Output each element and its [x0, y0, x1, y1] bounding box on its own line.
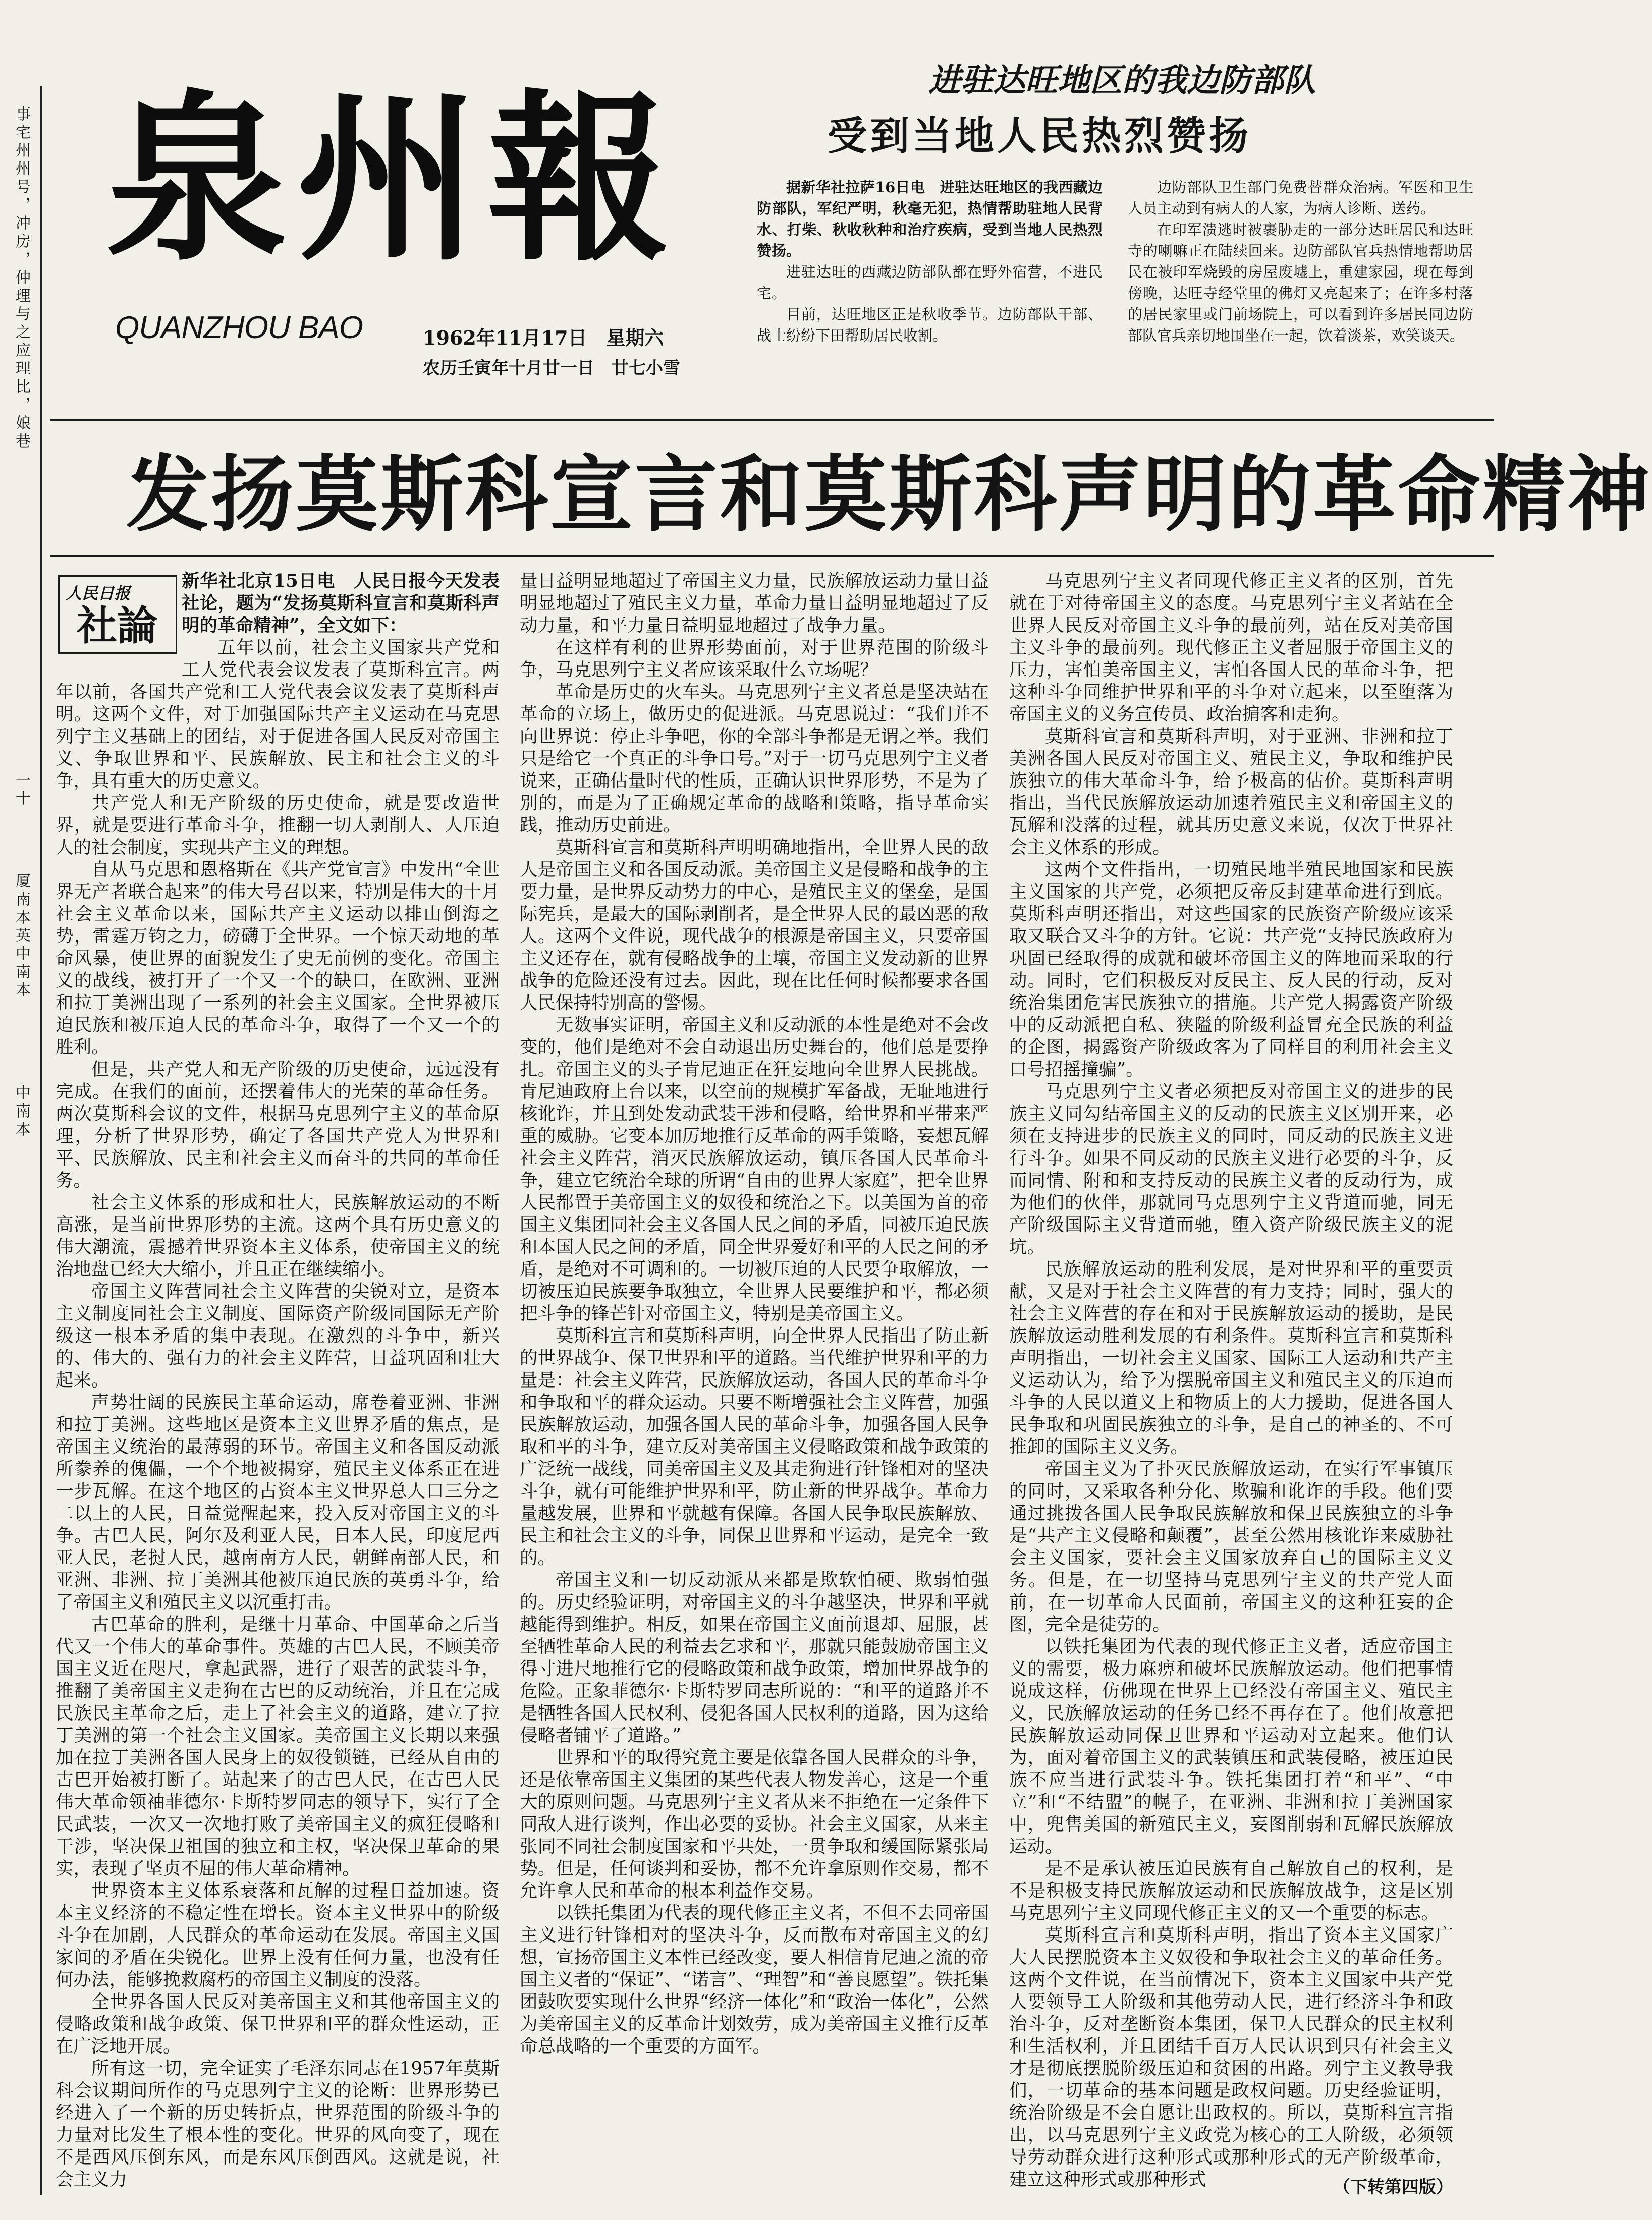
editorial-paragraph: 自从马克思和恩格斯在《共产党宣言》中发出“全世界无产者联合起来”的伟大号召以来，特别是伟大的十月社会主义革命以来，国际共产主义运动以排山倒海之势，雷霆万钧之力，磅礴于全世界。一个惊天动地的革命风暴，使世界的面貌发生了史无前例的变化。帝国主义的战线，被打开了一个又一个的缺口，在欧洲、亚洲和拉丁美洲出现了一系列的社会主义国家。全世界被压迫民族和被压迫人民的革命斗争，取得了一个又一个的胜利。 — [56, 859, 500, 1058]
news-paragraph: 目前，达旺地区正是秋收季节。边防部队干部、战士纷纷下田帮助居民收割。 — [757, 306, 1103, 344]
editorial-paragraph: 世界资本主义体系衰落和瓦解的过程日益加速。资本主义经济的不稳定性在增长。资本主义世界中的阶级斗争在加剧，人民群众的革命运动在发展。帝国主义国家间的矛盾在尖锐化。世界上没有任何力量，也没有任何办法，能够挽救腐朽的帝国主义制度的没落。 — [56, 1880, 500, 1990]
news-body — [757, 177, 1473, 414]
editorial-paragraph: 民族解放运动的胜利发展，是对世界和平的重要贡献，又是对于社会主义阵营的有力支持；同时，强大的社会主义阵营的存在和对于民族解放运动的援助，是民族解放运动胜利发展的有利条件。莫斯科宣言和莫斯科声明指出，一切社会主义国家、国际工人运动和共产主义运动认为，给予为摆脱帝国主义和殖民主义的压迫而斗争的人民以道义上和物质上的大力援助，促进各国人民争取和巩固民族独立的斗争，是自己的神圣的、不可推卸的国际主义义务。 — [1009, 1259, 1453, 1457]
editorial-paragraph: 世界和平的取得究竟主要是依靠各国人民群众的斗争，还是依靠帝国主义集团的某些代表人物发善心，这是一个重大的原则问题。马克思列宁主义者从来不拒绝在一定条件下同敌人进行谈判，作出必要的妥协。社会主义国家，从来主张同不同社会制度国家和平共处，一贯争取和缓国际紧张局势。但是，任何谈判和妥协，都不允许拿原则作交易，都不允许拿人民和革命的根本利益作交易。 — [520, 1747, 989, 1901]
logo-paper-name: 人民日报 — [66, 584, 131, 603]
main-headline: 发扬莫斯科宣言和莫斯科声明的革命精神 — [126, 446, 1652, 543]
news-kicker: 进驻达旺地区的我边防部队 — [928, 62, 1316, 99]
logo-editorial-mark: 社論 — [77, 602, 157, 649]
editorial-paragraph: 以铁托集团为代表的现代修正主义者，适应帝国主义的需要，极力麻痹和破坏民族解放运动。他们把事情说成这样，仿佛现在世界上已经没有帝国主义、殖民主义，民族解放运动的任务已经不再存在了。他们故意把民族解放运动同保卫世界和平运动对立起来。他们认为，面对着帝国主义的武装镇压和武装侵略，被压迫民族不应当进行武装斗争。铁托集团打着“和平”、“中立”和“不结盟”的幌子，在亚洲、非洲和拉丁美洲国家中，兜售美国的新殖民主义，妄图削弱和瓦解民族解放运动。 — [1009, 1636, 1453, 1857]
editorial-paragraph: 在这样有利的世界形势面前，对于世界范围的阶级斗争，马克思列宁主义者应该采取什么立场呢？ — [520, 637, 989, 680]
news-headline: 受到当地人民热烈赞扬 — [828, 113, 1252, 159]
editorial-paragraph: 革命是历史的火车头。马克思列宁主义者总是坚决站在革命的立场上，做历史的促进派。马克思说过：“我们并不向世界说：停止斗争吧，你的全部斗争都是无谓之举。我们只是给它一个真正的斗争口号。”对于一切马克思列宁主义者说来，正确估量时代的性质，正确认识世界形势，不是为了别的，而是为了正确规定革命的战略和策略，指导革命实践，推动历史前进。 — [520, 682, 989, 836]
editorial-paragraph: 马克思列宁主义者同现代修正主义者的区别，首先就在于对待帝国主义的态度。马克思列宁主义者站在全世界人民反对帝国主义斗争的最前列，站在反对美帝国主义斗争的最前列。现代修正主义者屈服于帝国主义的压力，害怕美帝国主义，害怕各国人民的革命斗争，把这种斗争同维护世界和平的斗争对立起来，以至堕落为帝国主义的义务宣传员、政治掮客和走狗。 — [1009, 571, 1453, 725]
editorial-paragraph: 量日益明显地超过了帝国主义力量，民族解放运动力量日益明显地超过了殖民主义力量，革命力量日益明显地超过了反动力量，和平力量日益明显地超过了战争力量。 — [520, 571, 989, 636]
margin-text: 中南本 — [13, 1085, 30, 1139]
divider-rule — [50, 419, 1494, 421]
news-paragraph: 进驻达旺的西藏边防部队都在野外宿营，不进民宅。 — [757, 263, 1103, 302]
editorial-paragraph: 新华社北京15日电 人民日报今天发表社论，题为“发扬莫斯科宣言和莫斯科声明的革命精神”，全文如下： — [182, 571, 500, 636]
editorial-paragraph: 但是，共产党人和无产阶级的历史使命，远远没有完成。在我们的面前，还摆着伟大的光荣的革命任务。两次莫斯科会议的文件，根据马克思列宁主义的革命原理，分析了世界形势，确定了各国共产党人为世界和平、民族解放、民主和社会主义而奋斗的共同的革命任务。 — [56, 1059, 500, 1191]
editorial-paragraph: 以铁托集团为代表的现代修正主义者，不但不去同帝国主义进行针锋相对的坚决斗争，反而散布对帝国主义的幻想，宣扬帝国主义本性已经改变，要人相信肯尼迪之流的帝国主义者的“保证”、“诺言”、“理智”和“善良愿望”。铁托集团鼓吹要实现什么世界“经济一体化”和“政治一体化”，公然为美帝国主义的反革命计划效劳，成为美帝国主义推行反革命总战略的一个重要的方面军。 — [520, 1903, 989, 2057]
news-paragraph: 据新华社拉萨16日电 进驻达旺地区的我西藏边防部队，军纪严明，秋毫无犯，热情帮助驻地人民背水、打柴、秋收秋种和治疗疾病，受到当地人民热烈赞扬。 — [757, 179, 1103, 259]
editorial-paragraph: 莫斯科宣言和莫斯科声明明确地指出，全世界人民的敌人是帝国主义和各国反动派。美帝国主义是侵略和战争的主要力量，是世界反动势力的中心，是殖民主义的堡垒，是国际宪兵，是最大的国际剥削者，是全世界人民的最凶恶的敌人。这两个文件说，现代战争的根源是帝国主义，只要帝国主义还存在，就有侵略战争的土壤，帝国主义发动新的世界战争的危险还没有过去。因此，现在比任何时候都要求各国人民保持特别高的警惕。 — [520, 837, 989, 1013]
editorial-paragraph: 帝国主义阵营同社会主义阵营的尖锐对立，是资本主义制度同社会主义制度、国际资产阶级同国际无产阶级这一根本矛盾的集中表现。在激烈的斗争中，新兴的、伟大的、强有力的社会主义阵营，日益巩固和壮大起来。 — [56, 1281, 500, 1391]
margin-text: 厦南本英中南本 — [13, 873, 30, 1000]
news-paragraph: 边防部队卫生部门免费替群众治病。军医和卫生人员主动到有病人的人家，为病人诊断、送药。 — [1128, 179, 1473, 217]
editorial-paragraph: 这两个文件指出，一切殖民地半殖民地国家和民族主义国家的共产党，必须把反帝反封建革命进行到底。莫斯科声明还指出，对这些国家的民族资产阶级应该采取又联合又斗争的方针。它说：共产党“支持民族政府为巩固已经取得的成就和破坏帝国主义的阵地而采取的行动。同时，它们积极反对反民主、反人民的行动，反对统治集团危害民族独立的措施。共产党人揭露资产阶级中的反动派把自私、狭隘的阶级利益冒充全民族的利益的企图，揭露资产阶级政客为了同样目的利用社会主义口号招摇撞骗”。 — [1009, 859, 1453, 1080]
margin-index-strip — [4, 86, 42, 2195]
margin-text: 事宅州州号，冲房，仲理与之应理比，娘巷 — [13, 106, 30, 451]
editorial-paragraph: 共产党人和无产阶级的历史使命，就是要改造世界，就是要进行革命斗争，推翻一切人剥削人、人压迫人的社会制度，实现共产主义的理想。 — [56, 793, 500, 858]
editorial-paragraph: 无数事实证明，帝国主义和反动派的本性是绝对不会改变的，他们是绝对不会自动退出历史舞台的，他们总是要挣扎。帝国主义的头子肯尼迪正在狂妄地向全世界人民挑战。肯尼迪政府上台以来，以空前的规模扩军备战，无耻地进行核讹诈，并且到处发动武装干涉和侵略，给世界和平带来严重的威胁。它变本加厉地推行反革命的两手策略，妄想瓦解社会主义阵营，消灭民族解放运动，镇压各国人民革命斗争，建立它统治全球的所谓“自由的世界大家庭”，把全世界人民都置于美帝国主义的奴役和统治之下。以美国为首的帝国主义集团同社会主义各国人民之间的矛盾，同被压迫民族和本国人民之间的矛盾，同全世界爱好和平的人民之间的矛盾，是绝对不可调和的。一切被压迫的人民要争取解放，一切被压迫民族要争取独立，全世界人民要维护和平，都必须把斗争的锋芒针对帝国主义，特别是美帝国主义。 — [520, 1015, 989, 1324]
editorial-column-1 — [56, 570, 500, 2190]
masthead-pinyin: QUANZHOU BAO — [115, 310, 363, 345]
news-paragraph: 在印军溃逃时被裹胁走的一部分达旺居民和达旺寺的喇嘛正在陆续回来。边防部队官兵热情地帮助居民在被印军烧毁的房屋废墟上，重建家园，现在每到傍晚，达旺寺经堂里的佛灯又亮起来了；在许多村落的居民家里或门前场院上，可以看到许多居民同边防部队官兵亲切地围坐在一起，饮着淡茶，欢笑谈天。 — [1128, 221, 1473, 344]
editorial-paragraph: 莫斯科宣言和莫斯科声明，对于亚洲、非洲和拉丁美洲各国人民反对帝国主义、殖民主义，争取和维护民族独立的伟大革命斗争，给予极高的估价。莫斯科声明指出，当代民族解放运动加速着殖民主义和帝国主义的瓦解和没落的过程，就其历史意义来说，仅次于世界社会主义体系的形成。 — [1009, 726, 1453, 858]
editorial-paragraph: 全世界各国人民反对美帝国主义和其他帝国主义的侵略政策和战争政策、保卫世界和平的群众性运动，正在广泛地开展。 — [56, 1991, 500, 2057]
editorial-paragraph: 所有这一切，完全证实了毛泽东同志在1957年莫斯科会议期间所作的马克思列宁主义的论断：世界形势已经进入了一个新的历史转折点，世界范围的阶级斗争的力量对比发生了根本性的变化。世界的风向变了，现在不是西风压倒东风，而是东风压倒西风。这就是说，社会主义力 — [56, 2058, 500, 2190]
divider-rule — [50, 555, 1494, 557]
lunar-date: 农历壬寅年十月廿一日 廿七小雪 — [423, 358, 680, 378]
editorial-paragraph: 莫斯科宣言和莫斯科声明，向全世界人民指出了防止新的世界战争、保卫世界和平的道路。当代维护世界和平的力量是：社会主义阵营，民族解放运动，各国人民的革命斗争和争取和平的群众运动。只要不断增强社会主义阵营，加强民族解放运动，加强各国人民的革命斗争，加强各国人民争取和平的斗争，建立反对美帝国主义侵略政策和战争政策的广泛统一战线，同美帝国主义及其走狗进行针锋相对的坚决斗争，就有可能维护世界和平，防止新的世界战争。革命力量越发展，世界和平就越有保障。各国人民争取民族解放、民主和社会主义的斗争，同保卫世界和平运动，是完全一致的。 — [520, 1325, 989, 1568]
masthead-title: 泉州報 — [106, 72, 678, 286]
editorial-paragraph: 帝国主义和一切反动派从来都是欺软怕硬、欺弱怕强的。历史经验证明，对帝国主义的斗争越坚决，世界和平就越能得到维护。相反，如果在帝国主义面前退却、屈服，甚至牺牲革命人民的利益去乞求和平，那就只能鼓励帝国主义得寸进尺地推行它的侵略政策和战争政策，增加世界战争的危险。正象菲德尔·卡斯特罗同志所说的：“和平的道路并不是牺牲各国人民权利、侵犯各国人民权利的道路，因为这给侵略者铺平了道路。” — [520, 1570, 989, 1746]
editorial-paragraph: 声势壮阔的民族民主革命运动，席卷着亚洲、非洲和拉丁美洲。这些地区是资本主义世界矛盾的焦点，是帝国主义统治的最薄弱的环节。帝国主义和各国反动派所豢养的傀儡，一个个地被揭穿，殖民主义体系正在进一步瓦解。在这个地区的占资本主义世界总人口三分之二以上的人民，日益觉醒起来，投入反对帝国主义的斗争。古巴人民，阿尔及利亚人民，日本人民，印度尼西亚人民，老挝人民，越南南方人民，朝鲜南部人民，和亚洲、非洲、拉丁美洲其他被压迫民族的英勇斗争，给了帝国主义和殖民主义以沉重打击。 — [56, 1392, 500, 1613]
issue-date: 1962年11月17日 星期六 — [423, 326, 664, 349]
editorial-paragraph: 莫斯科宣言和莫斯科声明，指出了资本主义国家广大人民摆脱资本主义奴役和争取社会主义的革命任务。这两个文件说，在当前情况下，资本主义国家中共产党人要领导工人阶级和其他劳动人民，进行经济斗争和政治斗争，反对垄断资本集团，保卫人民群众的民主权利和生活权利，并且团结千百万人民认识到只有社会主义才是彻底摆脱阶级压迫和贫困的出路。列宁主义教导我们，一切革命的基本问题是政权问题。历史经验证明，统治阶级是不会自愿让出政权的。所以，莫斯科宣言指出，以马克思列宁主义政党为核心的工人阶级，必须领导劳动群众进行这种形式或那种形式的无产阶级革命，建立这种形式或那种形式 — [1009, 1925, 1453, 2190]
editorial-paragraph: 社会主义体系的形成和壮大，民族解放运动的不断高涨，是当前世界形势的主流。这两个具有历史意义的伟大潮流，震撼着世界资本主义体系，使帝国主义的统治地盘已经大大缩小，并且正在继续缩小。 — [56, 1192, 500, 1280]
editorial-paragraph: 古巴革命的胜利，是继十月革命、中国革命之后当代又一个伟大的革命事件。英雄的古巴人民，不顾美帝国主义近在咫尺，拿起武器，进行了艰苦的武装斗争，推翻了美帝国主义走狗在古巴的反动统治，并且在完成民族民主革命之后，走上了社会主义的道路，建立了拉丁美洲的第一个社会主义国家。美帝国主义长期以来强加在拉丁美洲各国人民身上的奴役锁链，已经从自由的古巴开始被打断了。站起来了的古巴人民，在古巴人民伟大革命领袖菲德尔·卡斯特罗同志的领导下，实行了全民武装，一次又一次地打败了美帝国主义的疯狂侵略和干涉，坚决保卫祖国的独立和主权，坚决保卫革命的果实，表现了坚贞不屈的伟大革命精神。 — [56, 1614, 500, 1879]
editorial-column-2 — [520, 570, 989, 2172]
continued-note: （下转第四版） — [1333, 2177, 1453, 2197]
editorial-paragraph: 五年以前，社会主义国家共产党和工人党代表会议发表了莫斯科宣言。两年以前，各国共产党和工人党代表会议发表了莫斯科声明。这两个文件，对于加强国际共产主义运动在马克思列宁主义基础上的团结，对于促进各国人民反对帝国主义、争取世界和平、民族解放、民主和社会主义的斗争，具有重大的历史意义。 — [56, 637, 500, 791]
editorial-paragraph: 是不是承认被压迫民族有自己解放自己的权利，是不是积极支持民族解放运动和民族解放战争，这是区别马克思列宁主义同现代修正主义的又一个重要的标志。 — [1009, 1858, 1453, 1923]
editorial-paragraph: 帝国主义为了扑灭民族解放运动，在实行军事镇压的同时，又采取各种分化、欺骗和讹诈的手段。他们要通过挑拨各国人民争取民族解放和保卫民族独立的斗争是“共产主义侵略和颠覆”，甚至公然用核讹诈来威胁社会主义国家，要社会主义国家放弃自己的国际主义义务。但是，在一切坚持马克思列宁主义的共产党人面前，在一切革命人民面前，帝国主义的这种狂妄的企图，完全是徒劳的。 — [1009, 1459, 1453, 1635]
margin-text: 一十 — [13, 772, 30, 808]
editorial-paragraph: 马克思列宁主义者必须把反对帝国主义的进步的民族主义同勾结帝国主义的反动的民族主义区别开来，必须在支持进步的民族主义的同时，同反动的民族主义进行斗争。如果不同反动的民族主义进行必要的斗争，反而同情、附和和支持反动的民族主义者的反动行为，成为他们的伙伴，那就同马克思列宁主义背道而驰，同无产阶级国际主义背道而驰，堕入资产阶级民族主义的泥坑。 — [1009, 1081, 1453, 1257]
